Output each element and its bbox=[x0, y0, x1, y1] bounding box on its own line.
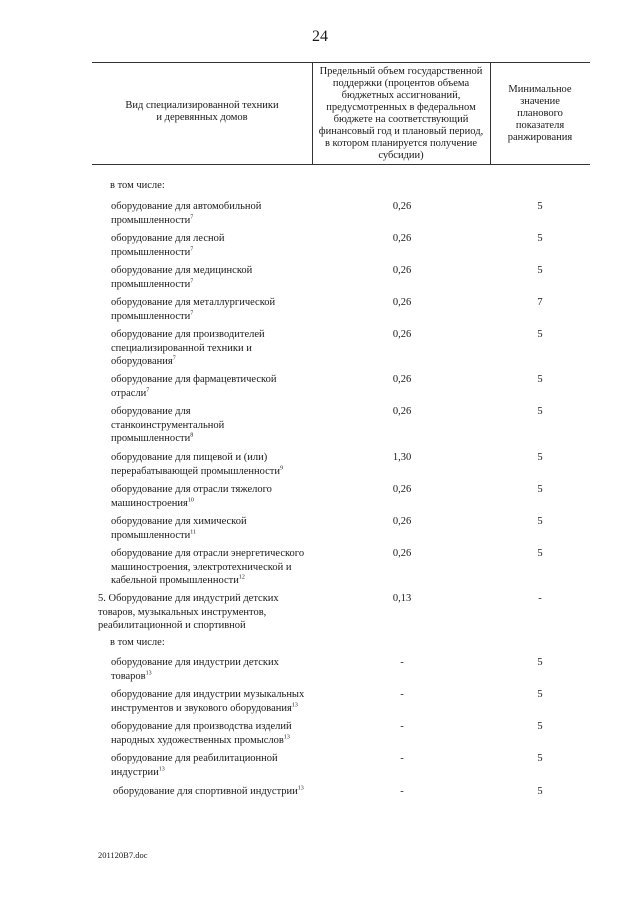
row-label-line: инструментов и звукового оборудования$^{13}$ bbox=[111, 702, 298, 714]
support-limit-value: 0,26 bbox=[392, 233, 412, 244]
ranking-value: 5 bbox=[537, 265, 543, 276]
row-label-line: в том числе: bbox=[110, 180, 165, 191]
support-limit-value: 0,13 bbox=[392, 593, 412, 604]
footnote-marker: 13 bbox=[291, 702, 298, 708]
support-limit-value: - bbox=[400, 689, 404, 700]
row-label-line: отрасли$^7$ bbox=[111, 387, 150, 399]
row-label-line: промышленности$^7$ bbox=[111, 246, 194, 258]
row-label bbox=[111, 451, 283, 478]
footnote-marker: 11 bbox=[190, 529, 197, 535]
support-limit-value: 0,26 bbox=[392, 297, 412, 308]
ranking-value: 5 bbox=[537, 516, 543, 527]
header-line: финансовый год и плановый период, bbox=[318, 126, 484, 137]
header-line: в котором планируется получение bbox=[324, 138, 478, 149]
ranking-value: 5 bbox=[537, 329, 543, 340]
support-limit-value: 0,26 bbox=[392, 374, 412, 385]
footnote-marker: 9 bbox=[280, 465, 284, 471]
ranking-value: 5 bbox=[537, 452, 543, 463]
ranking-value: 5 bbox=[537, 753, 543, 764]
row-label-line: оборудование для производителей bbox=[111, 329, 265, 340]
support-limit-value: - bbox=[400, 786, 404, 797]
row-label bbox=[110, 636, 165, 650]
row-label bbox=[111, 688, 304, 715]
ranking-value: - bbox=[538, 593, 542, 604]
row-label bbox=[111, 720, 292, 747]
row-label-line: оборудование для автомобильной bbox=[111, 201, 262, 212]
footnote-marker: 12 bbox=[238, 574, 245, 581]
row-label-line: товаров$^{13}$ bbox=[111, 670, 152, 682]
support-limit-value: 0,26 bbox=[392, 265, 412, 276]
ranking-value: 5 bbox=[537, 484, 543, 495]
row-label-line: промышленности$^7$ bbox=[111, 214, 194, 226]
page-number: 24 bbox=[312, 28, 328, 45]
support-limit-value: 1,30 bbox=[392, 452, 412, 463]
support-limit-value: 0,26 bbox=[392, 548, 412, 559]
row-label-line: машиностроения, электротехнической и bbox=[111, 561, 292, 573]
row-label bbox=[111, 232, 225, 259]
footnote-marker: 13 bbox=[297, 785, 304, 792]
row-label-line: кабельной промышленности$^{12}$ bbox=[111, 574, 245, 586]
header-line: планового bbox=[517, 108, 563, 119]
header-line: бюджетных ассигнований, bbox=[341, 90, 461, 101]
header-line: субсидии) bbox=[378, 150, 424, 161]
row-label-line: промышленности$^7$ bbox=[111, 278, 194, 290]
footnote-marker: 13 bbox=[283, 734, 290, 740]
row-label bbox=[111, 752, 278, 779]
footnote-marker: 7 bbox=[190, 278, 194, 284]
row-label bbox=[111, 405, 224, 446]
row-label bbox=[111, 483, 272, 510]
support-limit-value: 0,26 bbox=[392, 406, 412, 417]
row-label bbox=[111, 515, 247, 542]
row-label bbox=[113, 785, 304, 799]
row-label-line: индустрии$^{13}$ bbox=[111, 766, 165, 778]
row-label-line: промышленности$^{11}$ bbox=[111, 529, 197, 541]
row-label-line: оборудование для производства изделий bbox=[111, 721, 292, 732]
row-label-line: оборудование для медицинской bbox=[111, 265, 253, 276]
footnote-marker: 13 bbox=[158, 766, 165, 772]
support-limit-value: - bbox=[400, 721, 404, 732]
row-label-line: оборудование для лесной bbox=[111, 233, 225, 244]
row-label-line: оборудования$^7$ bbox=[111, 355, 176, 367]
row-label-line: оборудование для реабилитационной bbox=[111, 753, 278, 764]
header-line: Вид специализированной техники bbox=[125, 100, 279, 111]
row-label bbox=[111, 328, 265, 369]
ranking-value: 5 bbox=[537, 548, 543, 559]
ranking-value: 5 bbox=[537, 406, 543, 417]
row-label-line: оборудование для пищевой и (или) bbox=[111, 452, 268, 463]
row-label-line: оборудование для отрасли энергетического bbox=[111, 548, 305, 559]
header-line: поддержки (процентов объема bbox=[332, 78, 470, 89]
ranking-value: 7 bbox=[537, 297, 543, 308]
support-limit-value: 0,26 bbox=[392, 484, 412, 495]
row-label-line: оборудование для отрасли тяжелого bbox=[111, 484, 272, 495]
row-label-line: оборудование для индустрии детских bbox=[111, 657, 279, 668]
row-label-line: перерабатывающей промышленности$^9$ bbox=[111, 465, 284, 477]
file-name-footer: 201120В7.doc bbox=[98, 850, 148, 860]
row-label-line: оборудование для bbox=[111, 406, 191, 417]
header-line: Предельный объем государственной bbox=[319, 66, 483, 77]
row-label-line: в том числе: bbox=[110, 637, 165, 648]
row-label bbox=[111, 547, 304, 588]
footnote-marker: 7 bbox=[190, 310, 194, 316]
row-label-line: станкоинструментальной bbox=[111, 419, 225, 431]
support-limit-value: 0,26 bbox=[392, 516, 412, 527]
row-label-line: оборудование для спортивной индустрии$^{13}$ bbox=[113, 785, 304, 797]
row-label-line: оборудование для индустрии музыкальных bbox=[111, 689, 305, 700]
row-label-line: 5. Оборудование для индустрий детских bbox=[98, 593, 279, 604]
header-line: ранжирования bbox=[507, 132, 573, 143]
header-line: предусмотренных в федеральном bbox=[326, 102, 476, 113]
row-label-line: товаров, музыкальных инструментов, bbox=[98, 606, 267, 618]
ranking-value: 5 bbox=[537, 374, 543, 385]
ranking-value: 5 bbox=[537, 689, 543, 700]
support-limit-value: - bbox=[400, 657, 404, 668]
row-label bbox=[111, 373, 276, 400]
footnote-marker: 7 bbox=[190, 214, 194, 220]
row-label bbox=[111, 656, 279, 683]
header-line: показателя bbox=[515, 120, 565, 131]
ranking-value: 5 bbox=[537, 786, 543, 797]
header-line: значение bbox=[520, 96, 560, 107]
row-label-line: народных художественных промыслов$^{13}$ bbox=[111, 734, 290, 746]
footnote-marker: 8 bbox=[190, 432, 194, 439]
support-limit-value: - bbox=[400, 753, 404, 764]
row-label bbox=[98, 592, 279, 633]
footnote-marker: 10 bbox=[187, 497, 194, 503]
row-label bbox=[111, 264, 252, 291]
row-label bbox=[110, 179, 165, 193]
row-label-line: оборудование для химической bbox=[111, 516, 247, 527]
ranking-value: 5 bbox=[537, 721, 543, 732]
support-limit-value: 0,26 bbox=[392, 329, 412, 340]
footnote-marker: 7 bbox=[190, 246, 194, 252]
row-label bbox=[111, 296, 275, 323]
footnote-marker: 13 bbox=[145, 670, 152, 676]
ranking-value: 5 bbox=[537, 657, 543, 668]
ranking-value: 5 bbox=[537, 233, 543, 244]
row-label-line: промышленности$^8$ bbox=[111, 432, 194, 444]
row-label bbox=[111, 200, 261, 227]
row-label-line: оборудование для фармацевтической bbox=[111, 374, 277, 385]
support-limit-value: 0,26 bbox=[392, 201, 412, 212]
row-label-line: машиностроения$^{10}$ bbox=[111, 497, 194, 509]
row-label-line: оборудование для металлургической bbox=[111, 297, 276, 308]
row-label-line: специализированной техники и bbox=[111, 342, 252, 354]
header-line: бюджете на соответствующий bbox=[333, 114, 469, 125]
footnote-marker: 7 bbox=[172, 355, 176, 362]
header-line: и деревянных домов bbox=[156, 112, 248, 123]
row-label-line: промышленности$^7$ bbox=[111, 310, 194, 322]
header-line: Минимальное bbox=[508, 84, 572, 95]
row-label-line: реабилитационной и спортивной bbox=[98, 620, 246, 631]
footnote-marker: 7 bbox=[146, 387, 150, 393]
ranking-value: 5 bbox=[537, 201, 543, 212]
